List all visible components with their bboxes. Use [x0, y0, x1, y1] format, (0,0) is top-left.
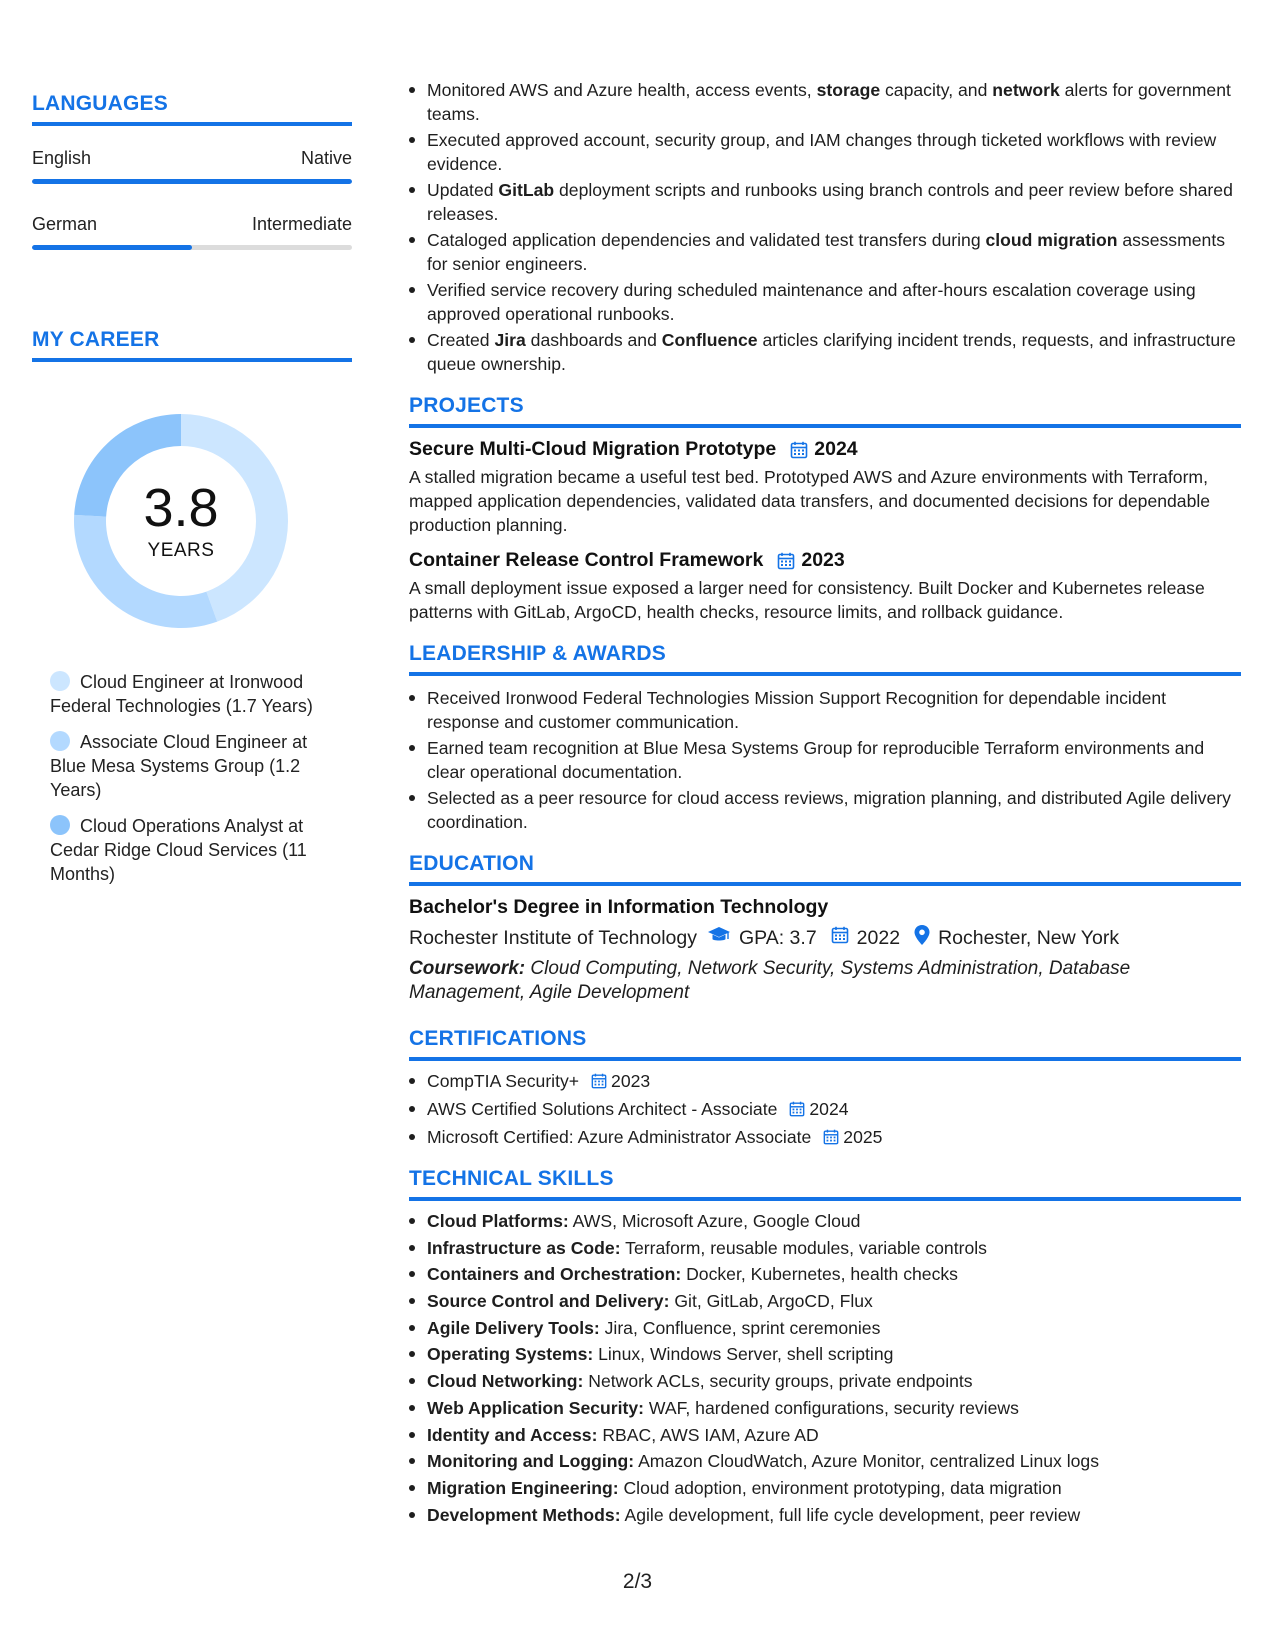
graduation-cap-icon — [707, 926, 731, 950]
skills-list — [409, 1209, 1241, 1527]
skill-label: Containers and Orchestration: — [427, 1264, 682, 1285]
list-item — [409, 1503, 1241, 1527]
cert-name: Microsoft Certified: Azure Administrator Associate — [427, 1127, 812, 1147]
skill-value: RBAC, AWS IAM, Azure AD — [597, 1424, 819, 1445]
cert-year: 2023 — [611, 1071, 651, 1091]
list-item — [409, 1316, 1241, 1340]
career-legend-item — [50, 814, 340, 886]
skill-value: Amazon CloudWatch, Azure Monitor, centralized Linux logs — [634, 1451, 1099, 1472]
skill-value: WAF, hardened configurations, security reviews — [644, 1397, 1019, 1418]
skill-label: Operating Systems: — [427, 1344, 594, 1365]
skill-value: Linux, Windows Server, shell scripting — [593, 1344, 894, 1365]
location-pin-icon — [914, 925, 930, 951]
text-run: articles clarifying incident trends, requests, and infrastructure queue ownership. — [427, 330, 1236, 374]
language-row — [32, 148, 352, 184]
text-run: assessments for senior engineers. — [427, 230, 1226, 274]
education-school: Rochester Institute of Technology — [409, 926, 697, 949]
donut-center — [66, 406, 296, 636]
legend-dot-icon — [50, 815, 70, 835]
list-item: Earned team recognition at Blue Mesa Systems Group for reproducible Terraform environments and clear operational documentation. — [409, 736, 1241, 784]
project-description: A stalled migration became a useful test bed. Prototyped AWS and Azure environments with Terraform, mapped application dependencies, validated data transfers, and documented decisions for dependable production planning. — [409, 467, 1211, 535]
skill-label: Infrastructure as Code: — [427, 1237, 621, 1258]
language-level: Native — [300, 148, 352, 168]
list-item — [409, 1069, 1241, 1093]
bold-text: storage — [816, 80, 881, 100]
left-column — [32, 92, 352, 898]
career-legend-item — [50, 670, 340, 718]
skill-value: Terraform, reusable modules, variable controls — [620, 1237, 987, 1258]
language-proficiency-bar — [32, 179, 352, 184]
certifications-title: CERTIFICATIONS — [409, 1027, 1241, 1061]
projects-title: PROJECTS — [409, 394, 1241, 428]
list-item — [409, 1449, 1241, 1473]
cert-year: 2024 — [809, 1099, 849, 1119]
text-run: Monitored AWS and Azure health, access events, — [427, 80, 817, 100]
list-item — [409, 1209, 1241, 1233]
list-item — [409, 1396, 1241, 1420]
skill-value: Network ACLs, security groups, private endpoints — [583, 1371, 973, 1392]
career-role-text: Associate Cloud Engineer at Blue Mesa Systems Group (1.2 Years) — [50, 732, 308, 800]
calendar-icon — [831, 926, 849, 950]
career-title: MY CAREER — [32, 328, 352, 362]
education-title: EDUCATION — [409, 852, 1241, 886]
skill-label: Cloud Platforms: — [427, 1211, 569, 1231]
text-run: Executed approved account, security group, and IAM changes through ticketed workflows with review evidence. — [427, 130, 1217, 174]
list-item: Received Ironwood Federal Technologies Mission Support Recognition for dependable incident response and customer communication. — [409, 686, 1241, 734]
cert-name: AWS Certified Solutions Architect - Associate — [427, 1099, 778, 1119]
career-legend — [32, 670, 352, 886]
legend-dot-icon — [50, 731, 70, 751]
career-donut-chart — [66, 406, 296, 636]
project-name: Secure Multi-Cloud Migration Prototype — [409, 438, 777, 460]
language-name: German — [32, 214, 98, 234]
project-year: 2024 — [814, 438, 858, 460]
bold-text: GitLab — [498, 180, 555, 200]
skill-label: Web Application Security: — [427, 1397, 645, 1418]
education-gpa: GPA: 3.7 — [738, 926, 817, 949]
list-item — [409, 1369, 1241, 1393]
language-proficiency-fill — [32, 245, 192, 250]
text-run: alerts for government teams. — [427, 80, 1231, 124]
project-heading — [409, 549, 1241, 572]
cert-year: 2025 — [843, 1127, 883, 1147]
list-item — [409, 178, 1241, 226]
skill-label: Source Control and Delivery: — [427, 1291, 670, 1312]
list-item — [409, 1423, 1241, 1447]
experience-bullets — [409, 78, 1241, 376]
bold-text: cloud migration — [985, 230, 1118, 250]
project-year: 2023 — [801, 549, 845, 571]
list-item — [409, 1262, 1241, 1286]
list-item — [409, 1289, 1241, 1313]
list-item — [409, 1097, 1241, 1121]
list-item — [409, 278, 1241, 326]
skill-value: Cloud adoption, environment prototyping, data migration — [618, 1477, 1062, 1498]
cert-name: CompTIA Security+ — [427, 1071, 580, 1091]
calendar-icon — [790, 441, 808, 459]
right-column — [409, 78, 1241, 1529]
skill-label: Development Methods: — [427, 1504, 621, 1525]
skill-value: Jira, Confluence, sprint ceremonies — [599, 1317, 881, 1338]
language-level: Intermediate — [251, 214, 352, 234]
career-role-text: Cloud Engineer at Ironwood Federal Technologies (1.7 Years) — [50, 672, 313, 716]
skills-title: TECHNICAL SKILLS — [409, 1167, 1241, 1201]
education-location: Rochester, New York — [938, 926, 1120, 949]
skill-label: Cloud Networking: — [427, 1371, 584, 1392]
text-run: dashboards and — [525, 330, 662, 350]
leadership-list — [409, 686, 1241, 834]
project-name: Container Release Control Framework — [409, 549, 764, 571]
text-run: deployment scripts and runbooks using branch controls and peer review before shared releases. — [427, 180, 1233, 224]
bold-text: network — [992, 80, 1060, 100]
list-item — [409, 78, 1241, 126]
career-total-value: 3.8 — [143, 478, 219, 538]
text-run: Updated — [427, 180, 499, 200]
education-coursework — [409, 957, 1241, 1005]
skill-value: Agile development, full life cycle development, peer review — [620, 1504, 1081, 1525]
coursework-text: Cloud Computing, Network Security, Systems Administration, Database Management, Agile Development — [409, 958, 1131, 1003]
skill-value: Git, GitLab, ArgoCD, Flux — [669, 1291, 873, 1312]
calendar-icon — [591, 1073, 607, 1089]
list-item — [409, 1236, 1241, 1260]
skill-label: Migration Engineering: — [427, 1477, 619, 1498]
list-item — [409, 1342, 1241, 1366]
list-item — [409, 1476, 1241, 1500]
calendar-icon — [789, 1101, 805, 1117]
text-run: Cataloged application dependencies and validated test transfers during — [427, 230, 986, 250]
calendar-icon — [823, 1129, 839, 1145]
languages-title: LANGUAGES — [32, 92, 352, 126]
education-degree: Bachelor's Degree in Information Technology — [409, 896, 829, 918]
education-year: 2022 — [856, 926, 901, 949]
project-heading — [409, 438, 1241, 461]
list-item — [409, 1125, 1241, 1149]
legend-dot-icon — [50, 671, 70, 691]
skill-value: Docker, Kubernetes, health checks — [681, 1264, 958, 1285]
language-proficiency-bar — [32, 245, 352, 250]
skill-value: AWS, Microsoft Azure, Google Cloud — [568, 1211, 861, 1231]
list-item — [409, 228, 1241, 276]
bold-text: Confluence — [661, 330, 758, 350]
calendar-icon — [777, 552, 795, 570]
skill-label: Monitoring and Logging: — [427, 1451, 635, 1472]
bold-text: Jira — [494, 330, 526, 350]
text-run: Verified service recovery during scheduled maintenance and after-hours escalation coverage using approved operational runbooks. — [427, 280, 1196, 324]
text-run: Created — [427, 330, 495, 350]
coursework-label: Coursework: — [409, 958, 526, 979]
list-item — [409, 328, 1241, 376]
skill-label: Agile Delivery Tools: — [427, 1317, 600, 1338]
list-item: Selected as a peer resource for cloud access reviews, migration planning, and distributed Agile delivery coordination. — [409, 786, 1241, 834]
list-item — [409, 128, 1241, 176]
leadership-title: LEADERSHIP & AWARDS — [409, 642, 1241, 676]
education-meta — [409, 925, 1241, 951]
project-description: A small deployment issue exposed a larger need for consistency. Built Docker and Kubernetes release patterns with GitLab, ArgoCD, health checks, resource limits, and rollback guidance. — [409, 578, 1205, 622]
career-role-text: Cloud Operations Analyst at Cedar Ridge Cloud Services (11 Months) — [50, 816, 307, 884]
page-number: 2/3 — [622, 1570, 653, 1593]
text-run: capacity, and — [880, 80, 993, 100]
skill-label: Identity and Access: — [427, 1424, 598, 1445]
language-proficiency-fill — [32, 179, 352, 184]
career-total-unit: YEARS — [147, 540, 215, 561]
language-row — [32, 214, 352, 250]
career-legend-item — [50, 730, 340, 802]
certifications-list — [409, 1069, 1241, 1149]
language-name: English — [32, 148, 92, 168]
